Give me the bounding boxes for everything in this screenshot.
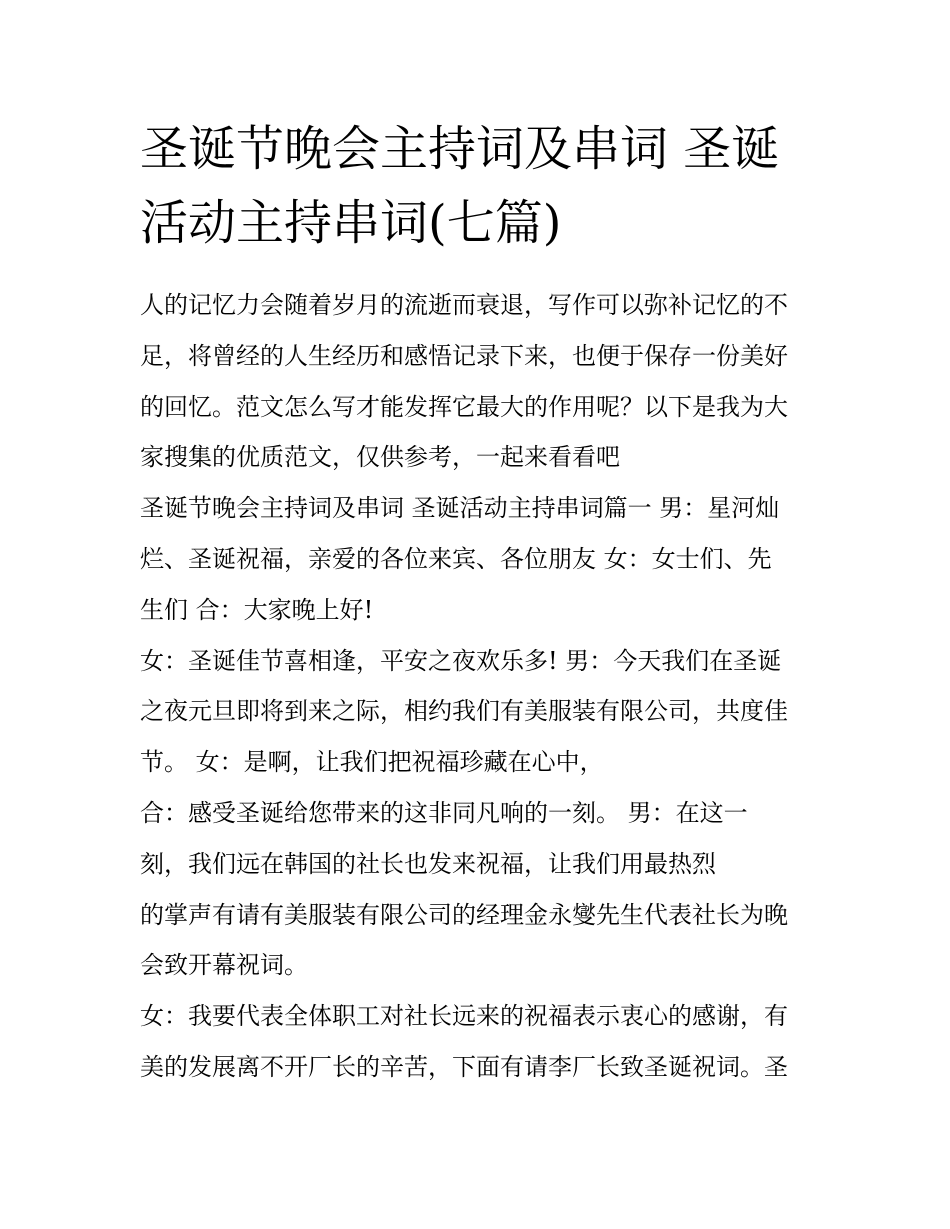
title-line: 圣诞节晚会主持词及串词 圣诞 (140, 121, 780, 177)
body-line: 的掌声有请有美服装有限公司的经理金永燮先生代表社长为晚 (140, 900, 788, 929)
body-line: 女：圣诞佳节喜相逢，平安之夜欢乐多! 男：今天我们在圣诞 (140, 646, 782, 675)
body-line: 圣诞节晚会主持词及串词 圣诞活动主持串词篇一 男：星河灿 (140, 494, 780, 523)
body-line: 节。 女：是啊，让我们把祝福珍藏在心中， (140, 748, 604, 777)
body-line: 合：感受圣诞给您带来的这非同凡响的一刻。 男：在这一 (140, 798, 748, 827)
body-line: 家搜集的优质范文，仅供参考，一起来看看吧 (140, 443, 620, 472)
body-line: 烂、圣诞祝福，亲爱的各位来宾、各位朋友 女：女士们、先 (140, 544, 772, 573)
body-line: 的回忆。范文怎么写才能发挥它最大的作用呢？以下是我为大 (140, 392, 788, 421)
body-line: 会致开幕祝词。 (140, 951, 308, 980)
body-line: 生们 合：大家晚上好! (140, 595, 374, 624)
title-line: 活动主持串词(七篇) (140, 195, 562, 251)
body-line: 美的发展离不开厂长的辛苦，下面有请李厂长致圣诞祝词。圣 (140, 1052, 788, 1081)
body-line: 刻，我们远在韩国的社长也发来祝福，让我们用最热烈 (140, 849, 716, 878)
document-title (140, 112, 820, 260)
body-line: 人的记忆力会随着岁月的流逝而衰退，写作可以弥补记忆的不 (140, 291, 788, 319)
document-body (140, 280, 820, 1093)
body-line: 女：我要代表全体职工对社长远来的祝福表示衷心的感谢，有 (140, 1002, 788, 1031)
body-line: 之夜元旦即将到来之际，相约我们有美服装有限公司，共度佳 (140, 697, 788, 726)
body-line: 足，将曾经的人生经历和感悟记录下来，也便于保存一份美好 (140, 341, 788, 370)
